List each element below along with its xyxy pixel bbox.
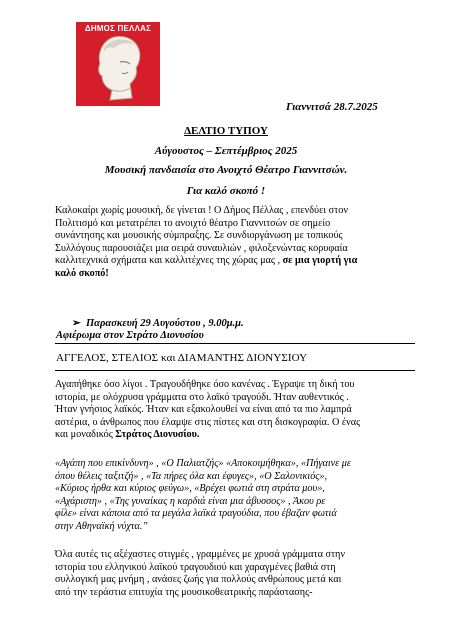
event-datetime [72, 317, 244, 329]
tribute-title: Αφιέρωμα στον Στράτο Διονυσίου [56, 330, 204, 341]
intro-paragraph [55, 205, 415, 281]
divider [55, 343, 415, 344]
text-line: στην Αθηναϊκή νύχτα.” [55, 520, 148, 532]
text-line: «Αγάπη που επικίνδυνη» , «Ο Παλιατζής» «Αποκοιμήθηκα», «Πήγαινε με [55, 458, 351, 469]
text-line: φίλε» είναι κάποια από τα μεγάλα λαϊκά τραγούδια, που έβαζαν φωτιά [55, 508, 337, 520]
highlight-text: σε μια γιορτή για [282, 255, 358, 267]
text-line: καλό σκοπό! [55, 267, 109, 279]
logo-text: ΔΗΜΟΣ ΠΕΛΛΑΣ [84, 24, 152, 33]
divider [55, 370, 415, 371]
artist-name: Στράτος Διονυσίου. [115, 429, 200, 441]
text-line: όπου θέλεις ταξιτζή» , «Τα πήρες όλα και έφυγες», «Ο Σαλονικιός», [55, 470, 328, 482]
text-line: συνάντησης και μουσικής σύμπραξης. Σε συνδιοργάνωση με τοπικούς [55, 230, 343, 242]
text-line: ιστορία, με ολόχρυσα γράμματα στο λαϊκό τραγούδι. Ήταν αυθεντικός . [55, 391, 349, 403]
municipality-logo [76, 22, 160, 106]
text-segment: καλλιτεχνικά σχήματα και καλλιτέχνες της χώρας μας , [55, 255, 283, 267]
text-line [55, 429, 415, 442]
text-line: Συλλόγους παρουσιάζει μια σειρά συναυλιών , φιλοξενώντας κορυφαία [55, 242, 348, 254]
text-line: αστέρια, ο άνθρωπος που έλαμψε στις πίστες και στη δισκογραφία. Ο ένας [55, 416, 361, 428]
alexander-head-icon [90, 34, 146, 104]
songs-paragraph [55, 458, 415, 534]
event-date: Παρασκευή 29 Αυγούστου , 9.00μ.μ. [86, 318, 244, 329]
artists-heading: ΑΓΓΕΛΟΣ, ΣΤΕΛΙΟΣ και ΔΙΑΜΑΝΤΗΣ ΔΙΟΝΥΣΙΟΥ [56, 352, 308, 364]
text-line: Όλα αυτές τις αξέχαστες στιγμές , γραμμένες με χρυσά γράμματα στην [55, 549, 345, 560]
text-line: από την τεράστια επιτυχία της μουσικοθεατρικής παράστασης- [55, 586, 313, 598]
text-line: ιστορία του ελληνικού λαϊκού τραγουδιού και χαραγμένες βαθιά στη [55, 561, 336, 573]
text-line: «Αχάριστη» , «Της γυναίκας η καρδιά είναι μια άβυσσος» , Άκου ρε [55, 495, 326, 507]
text-segment: και μοναδικός [55, 429, 116, 441]
closing-paragraph [55, 549, 415, 599]
text-line: Ήταν γνήσιος λαϊκός. Ήταν και εξακολουθεί να είναι από τα πιο λαμπρά [55, 404, 352, 416]
press-release-heading: ΔΕΛΤΙΟ ΤΥΠΟΥ [184, 125, 268, 137]
text-line: Πολιτισμό και μετατρέπει το ανοιχτό θέατρο Γιαννιτσών σε σημείο [55, 217, 331, 229]
period-title: Αύγουστος – Σεπτέμβριος 2025 [154, 145, 298, 157]
tagline: Για καλό σκοπό ! [186, 185, 266, 197]
text-line: Αγαπήθηκε όσο λίγοι . Τραγουδήθηκε όσο κανένας . Έγραψε τη δική του [55, 379, 355, 390]
bio-paragraph [55, 379, 415, 442]
text-line: Καλοκαίρι χωρίς μουσική, δε γίνεται ! Ο Δήμος Πέλλας , επενδύει στον [55, 205, 348, 216]
text-line: συλλογική μας μνήμη , ανάσες ζωής για πολλούς ανθρώπους μετά και [55, 574, 342, 586]
arrow-bullet-icon: ➢ [72, 318, 81, 329]
event-subtitle: Μουσική πανδαισία στο Ανοιχτό Θέατρο Γιαννιτσών. [104, 164, 348, 176]
text-line [55, 255, 415, 268]
press-release-date: Γιαννιτσά 28.7.2025 [286, 101, 378, 113]
text-line: «Κύριος ήρθα και κύριος φεύγω», «Βρέχει φωτιά στη στράτα μου», [55, 483, 325, 495]
